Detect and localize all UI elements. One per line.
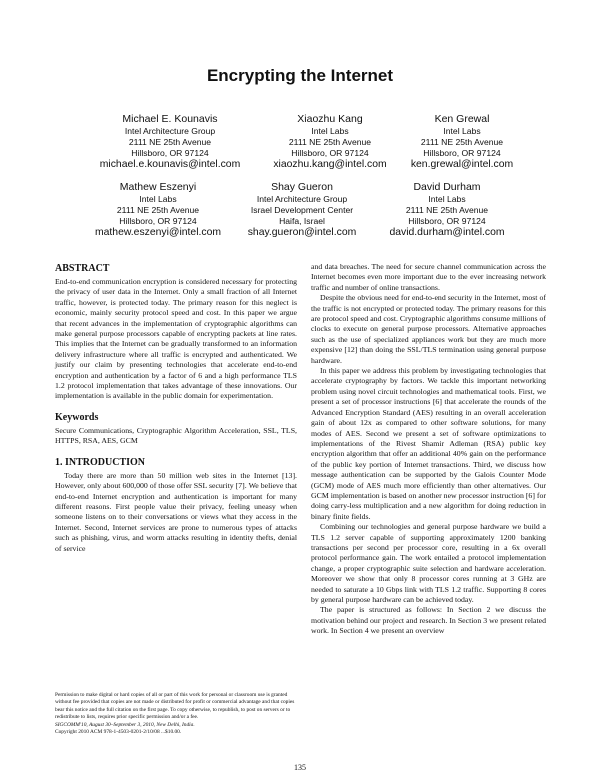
author-name: Mathew Eszenyi	[119, 181, 197, 193]
author-email[interactable]: shay.gueron@intel.com	[247, 227, 357, 238]
author-email[interactable]: xiaozhu.kang@intel.com	[273, 159, 387, 170]
author-street: 2111 NE 25th Avenue	[405, 205, 489, 215]
abstract-heading: ABSTRACT	[55, 263, 110, 274]
author-affiliation: Intel Architecture Group	[124, 126, 216, 136]
author-street: 2111 NE 25th Avenue	[116, 205, 200, 215]
body-paragraph: and data breaches. The need for secure channel communication across the Internet becomes even more important due to the ever increasing network traffic and number of online transactions.	[311, 262, 546, 292]
body-paragraph: Combining our technologies and general purpose hardware we build a TLS 1.2 server capable of supporting approximately 1200 banking transactions per second per processor core, resulting in a 6x overall protocol performance gain. The work entailed a protocol implementation change, a proper cryptographic suite selection and hardware acceleration. Moreover we show that only 8 processor cores running at 3 GHz are needed to saturate a 10 Gbps link with TLS 1.2 traffic. Supporting 8 cores by general purpose hardware can be achieved today.	[311, 522, 546, 604]
author-block	[362, 181, 532, 239]
page-number: 135	[294, 763, 306, 772]
author-affiliation: Intel Architecture Group	[256, 194, 348, 204]
body-paragraph: Despite the obvious need for end-to-end security in the Internet, most of the traffic is not encrypted or protected today. The primary reasons for this are protocol speed and cost. Cryptographic algorithms consume millions of clocks to execute on general purpose processors. Alternative approaches such as the use of specialized appliances work but they are much more expensive [12] than doing the SSL/TLS termination using general purpose hardware.	[311, 293, 546, 365]
author-affiliation: Intel Labs	[139, 194, 177, 204]
author-affiliation: Intel Labs	[428, 194, 466, 204]
author-city: Hillsboro, OR 97124	[131, 148, 209, 158]
left-column	[55, 262, 297, 554]
author-name: Xiaozhu Kang	[297, 113, 363, 125]
copyright-text: Copyright 2010 ACM 978-1-4503-0201-2/10/08 ...$10.00.	[55, 729, 182, 736]
intro-paragraph: Today there are more than 50 million web sites in the Internet [13]. However, only about 600,000 of those offer SSL security [7]. We believe that end-to-end Internet encryption and authentication is important for many different reasons. First people value their privacy, feeling uneasy when someone listens on to their conversations or views what they access in the Internet. Second, Internet services are prone to numerous types of attacks such as phishing, virus, and worm attacks resulting in identity thefts, denial of service	[55, 470, 297, 553]
author-name: David Durham	[413, 181, 481, 193]
author-email[interactable]: david.durham@intel.com	[389, 227, 505, 238]
author-name: Shay Gueron	[271, 181, 333, 193]
author-city: Hillsboro, OR 97124	[423, 148, 501, 158]
author-street: Israel Development Center	[250, 205, 354, 215]
author-affiliation: Intel Labs	[443, 126, 481, 136]
introduction-heading: 1. INTRODUCTION	[55, 456, 146, 468]
author-street: 2111 NE 25th Avenue	[420, 137, 504, 147]
paper-title: Encrypting the Internet	[206, 66, 394, 85]
author-street: 2111 NE 25th Avenue	[288, 137, 372, 147]
body-paragraph: In this paper we address this problem by investigating technologies that accelerate cryptography by factors. We tackle this important networking problem using novel circuit technologies and mathematical tools. First, we present a set of processor instructions [6] that accelerate the rounds of the Advanced Encryption Standard (AES) resulting in an overall acceleration gain of about 12x as compared to other software solutions, for many modes of AES. Second we present a set of software optimizations to implementations of the Rivest Shamir Adleman (RSA) public key encryption algorithm that offer an additional 40% gain on the performance of the public key portion of Internet transactions. Third, we discuss how message authentication can be supported by the Galois Counter Mode (GCM) mode of AES much more efficiently than other alternatives. Our GCM implementation is based on another new processor instruction [6] for doing carry-less multiplication and a new algorithm for doing reduction in binary finite fields.	[311, 366, 546, 521]
author-name: Ken Grewal	[434, 113, 490, 125]
author-email[interactable]: michael.e.kounavis@intel.com	[99, 159, 241, 170]
author-street: 2111 NE 25th Avenue	[128, 137, 212, 147]
abstract-text: End-to-end communication encryption is considered necessary for protecting the privacy of user data in the Internet. Only a small fraction of all Internet traffic, however, is protected today. The primary reason for this neglect is economic, mainly security protocol speed and cost. In this paper we argue that recent advances in the implementation of cryptographic algorithms can make general purpose processors capable of encrypting packets at line rates. This implies that the Internet can be gradually transformed to an information delivery infrastructure where all traffic is encrypted and authenticated. We justify our claim by presenting technologies that accelerate end-to-end encryption and authentication by a factor of 6 and a high performance TLS 1.2 protocol implementation that takes advantage of these innovations. Our implementation is available in the public domain for experimentation.	[55, 277, 297, 401]
author-city: Hillsboro, OR 97124	[408, 216, 486, 226]
keywords-text: Secure Communications, Cryptographic Algorithm Acceleration, SSL, TLS, HTTPS, RSA, AES, GCM	[55, 425, 297, 446]
author-city: Hillsboro, OR 97124	[291, 148, 369, 158]
permission-text: Permission to make digital or hard copies of all or part of this work for personal or classroom use is granted without fee provided that copies are not made or distributed for profit or commercial advantage and that copies bear this notice and the full citation on the first page. To copy otherwise, to republish, to post on servers or to redistribute to lists, requires prior specific permission and/or a fee.	[55, 692, 295, 721]
author-city: Haifa, Israel	[279, 216, 325, 226]
right-column	[311, 262, 546, 637]
author-email[interactable]: ken.grewal@intel.com	[410, 159, 514, 170]
keywords-heading: Keywords	[55, 411, 99, 423]
body-paragraph: The paper is structured as follows: In Section 2 we discuss the motivation behind our project and research. In Section 3 we present related work. In Section 4 we present an overview	[311, 605, 546, 636]
author-city: Hillsboro, OR 97124	[119, 216, 197, 226]
author-email[interactable]: mathew.eszenyi@intel.com	[94, 227, 222, 238]
author-affiliation: Intel Labs	[311, 126, 349, 136]
venue-text: SIGCOMM'10, August 30–September 3, 2010, New Delhi, India.	[55, 721, 195, 728]
author-name: Michael E. Kounavis	[122, 113, 218, 125]
copyright-footnote	[55, 692, 297, 736]
author-block	[85, 113, 255, 171]
author-block	[377, 113, 547, 171]
